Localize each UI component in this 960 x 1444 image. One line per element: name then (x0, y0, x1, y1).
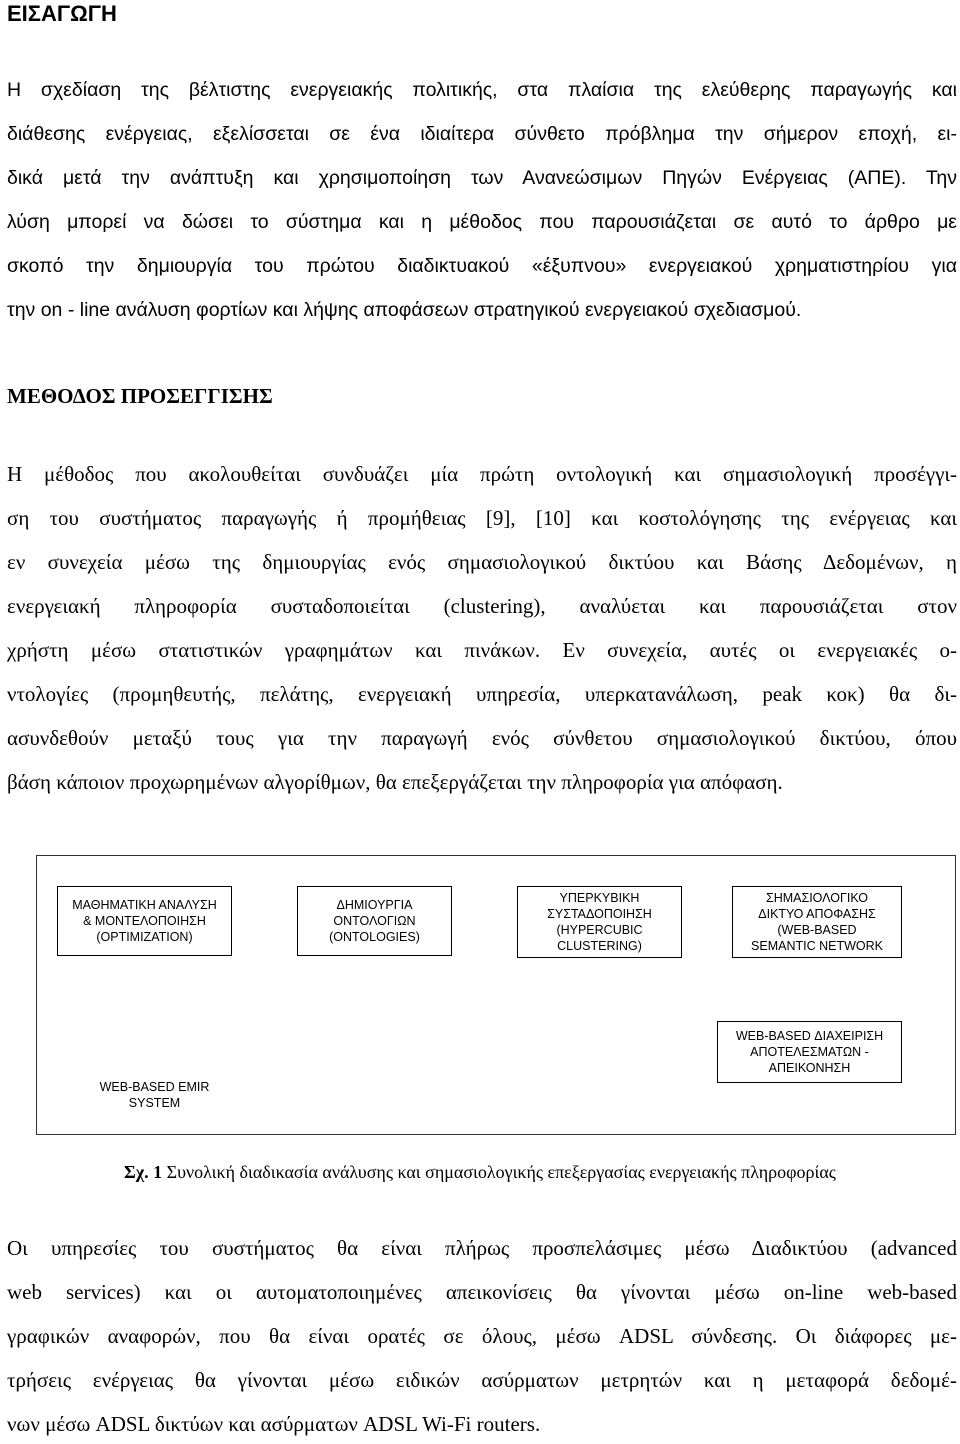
ontologies-box-label: ΔΗΜΙΟΥΡΓΙΑ ΟΝΤΟΛΟΓΙΩΝ (ONTOLOGIES) (329, 898, 420, 944)
semantic-network-box-label: ΣΗΜΑΣΙΟΛΟΓΙΚΟ ΔΙΚΤΥΟ ΑΠΟΦΑΣΗΣ (WEB-BASED SEMANTIC NETWORK (751, 891, 883, 953)
paragraph-line: τρήσεις ενέργειας θα γίνονται μέσω ειδικών ασύρματων μετρητών και η μεταφορά δεδομέ- (7, 1368, 957, 1392)
paragraph-line: χρήστη μέσω στατιστικών γραφημάτων και πινάκων. Εν συνεχεία, αυτές οι ενεργειακές ο- (7, 638, 957, 662)
intro-heading: ΕΙΣΑΓΩΓΗ (7, 1, 117, 26)
paragraph-line: την on - line ανάλυση φορτίων και λήψης αποφάσεων στρατηγικού ενεργειακού σχεδιασμού. (7, 299, 802, 321)
ontologies-box (297, 886, 452, 956)
emir-system-label (92, 1076, 217, 1114)
paragraph-line: διάθεσης ενέργειας, εξελίσσεται σε ένα ιδιαίτερα σύνθετο πρόβλημα την σήμερον εποχή, ει- (7, 123, 957, 145)
paragraph-line: νων μέσω ADSL δικτύων και ασύρματων ADSL Wi-Fi routers. (7, 1412, 541, 1436)
paragraph-line: εν συνεχεία μέσω της δημιουργίας ενός σημασιολογικού δικτύου και Βάσης Δεδομένων, η (7, 550, 957, 574)
paragraph-line: δικά μετά την ανάπτυξη και χρησιμοποίηση των Ανανεώσιμων Πηγών Ενέργειας (ΑΠΕ). Την (7, 167, 957, 189)
figure-caption-text: Συνολική διαδικασία ανάλυσης και σημασιολογικής επεξεργασίας ενεργειακής πληροφορίας (166, 1162, 836, 1182)
figure-number: Σχ. 1 (124, 1162, 163, 1182)
paragraph-line: λύση μπορεί να δώσει το σύστημα και η μέθοδος που παρουσιάζεται σε αυτό το άρθρο με (7, 211, 957, 233)
results-box-label: WEB-BASED ΔΙΑΧΕΙΡΙΣΗ ΑΠΟΤΕΛΕΣΜΑΤΩΝ - ΑΠΕΙΚΟΝΗΣΗ (735, 1029, 884, 1075)
results-box (717, 1021, 902, 1083)
analysis-box (57, 886, 232, 956)
paragraph-line: ασυνδεθούν μεταξύ τους για την παραγωγή ενός σύνθετου σημασιολογικού δικτύου, όπου (7, 726, 957, 750)
process-diagram (36, 855, 956, 1135)
clustering-box (517, 886, 682, 958)
paragraph-line: ντολογίες (προμηθευτής, πελάτης, ενεργειακή υπηρεσία, υπερκατανάλωση, peak κοκ) θα δι- (7, 682, 957, 706)
paragraph-line: ση του συστήματος παραγωγής ή προμήθειας [9], [10] και κοστολόγησης της ενέργειας και (7, 506, 957, 530)
method-heading: ΜΕΘΟΔΟΣ ΠΡΟΣΕΓΓΙΣΗΣ (7, 384, 273, 408)
clustering-box-label: ΥΠΕΡΚΥΒΙΚΗ ΣΥΣΤΑΔΟΠΟΙΗΣΗ (HYPERCUBIC CLUSTERING) (547, 891, 652, 953)
paragraph-line: web services) και οι αυτοματοποιημένες απεικονίσεις θα γίνονται μέσω on-line web-based (7, 1280, 957, 1304)
paragraph-line: βάση κάποιον προχωρημένων αλγορίθμων, θα επεξεργάζεται την πληροφορία για απόφαση. (7, 770, 783, 794)
paragraph-line: Η σχεδίαση της βέλτιστης ενεργειακής πολιτικής, στα πλαίσια της ελεύθερης παραγωγής και (7, 79, 957, 101)
figure-caption (0, 1162, 960, 1183)
paragraph-line: γραφικών αναφορών, που θα είναι ορατές σε όλους, μέσω ADSL σύνδεσης. Οι διάφορες με- (7, 1324, 957, 1348)
paragraph-line: Η μέθοδος που ακολουθείται συνδυάζει μία πρώτη οντολογική και σημασιολογική προσέγγι- (7, 462, 957, 486)
paragraph-line: σκοπό την δημιουργία του πρώτου διαδικτυακού «έξυπνου» ενεργειακού χρηματιστηρίου για (7, 255, 957, 277)
paragraph-line: ενεργειακή πληροφορία συσταδοποιείται (clustering), αναλύεται και παρουσιάζεται στον (7, 594, 957, 618)
semantic-network-box (732, 886, 902, 958)
paragraph-line: Οι υπηρεσίες του συστήματος θα είναι πλήρως προσπελάσιμες μέσω Διαδικτύου (advanced (7, 1236, 957, 1260)
analysis-box-label: ΜΑΘΗΜΑΤΙΚΗ ΑΝΑΛΥΣΗ & ΜΟΝΤΕΛΟΠΟΙΗΣΗ (OPTIMIZATION) (72, 898, 217, 944)
emir-system-text: WEB-BASED EMIR SYSTEM (99, 1080, 210, 1110)
